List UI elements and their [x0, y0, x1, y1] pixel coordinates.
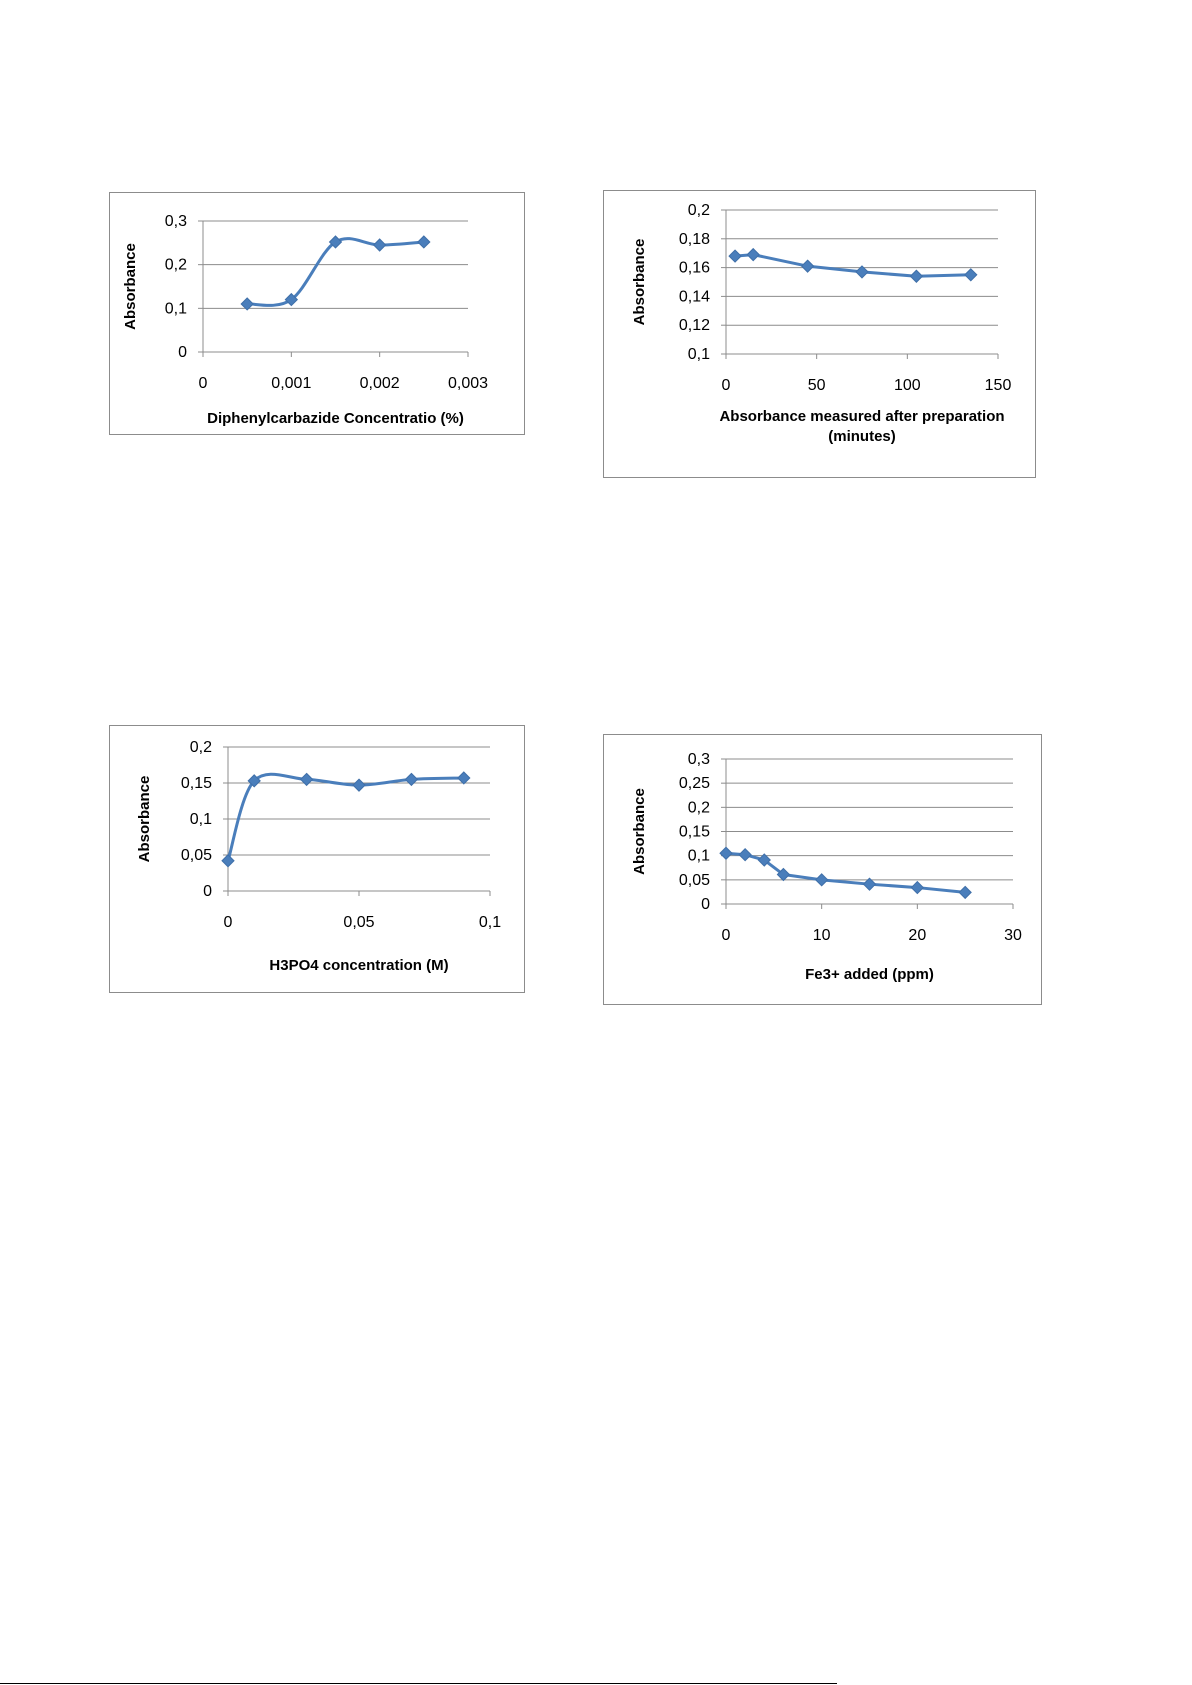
y-tick-label: 0,18	[678, 230, 710, 248]
x-axis-title: Absorbance measured after preparation	[719, 408, 1005, 425]
chart-frame	[110, 726, 525, 993]
chart-svg	[109, 725, 525, 993]
chart-svg	[603, 190, 1036, 478]
chart-h3po4	[109, 725, 525, 993]
y-tick-label: 0	[203, 883, 212, 900]
y-axis-title: Absorbance	[631, 238, 648, 326]
chart-svg	[109, 192, 525, 435]
chart-time-after-preparation	[603, 190, 1036, 478]
y-tick-label: 0	[178, 344, 187, 361]
y-tick-label: 0,1	[189, 811, 212, 828]
y-axis-title: Absorbance	[136, 775, 153, 863]
y-tick-label: 0,05	[180, 847, 212, 864]
y-tick-label: 0,2	[687, 799, 710, 817]
x-axis-title: H3PO4 concentration (M)	[269, 957, 449, 974]
x-tick-label: 0,1	[478, 914, 502, 931]
y-tick-label: 0,15	[678, 823, 710, 841]
x-tick-label: 0,002	[359, 375, 400, 392]
x-tick-label: 0	[721, 927, 731, 944]
x-tick-label: 30	[1004, 927, 1022, 944]
x-tick-label: 0,003	[447, 375, 489, 392]
chart-frame	[604, 191, 1036, 478]
y-tick-label: 0,1	[687, 346, 710, 363]
x-tick-label: 0,001	[271, 375, 312, 392]
y-tick-label: 0,3	[687, 751, 710, 768]
y-tick-label: 0,12	[678, 317, 710, 335]
y-tick-label: 0,1	[687, 847, 710, 865]
x-axis-title: Diphenylcarbazide Concentratio (%)	[207, 410, 464, 427]
footer-rule	[0, 1683, 837, 1684]
y-tick-label: 0,3	[164, 213, 187, 230]
y-tick-label: 0,25	[678, 775, 710, 793]
y-tick-label: 0	[701, 896, 710, 913]
x-tick-label: 20	[908, 927, 927, 944]
x-tick-label: 100	[893, 377, 921, 394]
y-tick-label: 0,05	[678, 871, 710, 889]
y-axis-title: Absorbance	[631, 788, 648, 875]
x-tick-label: 50	[807, 377, 826, 394]
y-tick-label: 0,14	[678, 288, 710, 306]
y-tick-label: 0,2	[687, 202, 710, 219]
chart-frame	[604, 735, 1042, 1005]
x-tick-label: 0,05	[343, 914, 375, 931]
y-tick-label: 0,15	[180, 775, 212, 792]
x-axis-title-line2: (minutes)	[828, 428, 896, 445]
x-axis-title: Fe3+ added (ppm)	[805, 966, 934, 983]
chart-diphenylcarbazide	[109, 192, 525, 435]
y-tick-label: 0,16	[678, 259, 710, 277]
y-tick-label: 0,2	[189, 739, 212, 756]
x-tick-label: 150	[984, 377, 1012, 394]
chart-fe3	[603, 734, 1042, 1005]
chart-svg	[603, 734, 1042, 1005]
x-tick-label: 0	[198, 375, 208, 392]
x-tick-label: 10	[812, 927, 831, 944]
x-tick-label: 0	[721, 377, 731, 394]
x-tick-label: 0	[223, 914, 233, 931]
y-tick-label: 0,1	[164, 300, 187, 318]
y-axis-title: Absorbance	[122, 243, 139, 330]
y-tick-label: 0,2	[164, 256, 187, 274]
